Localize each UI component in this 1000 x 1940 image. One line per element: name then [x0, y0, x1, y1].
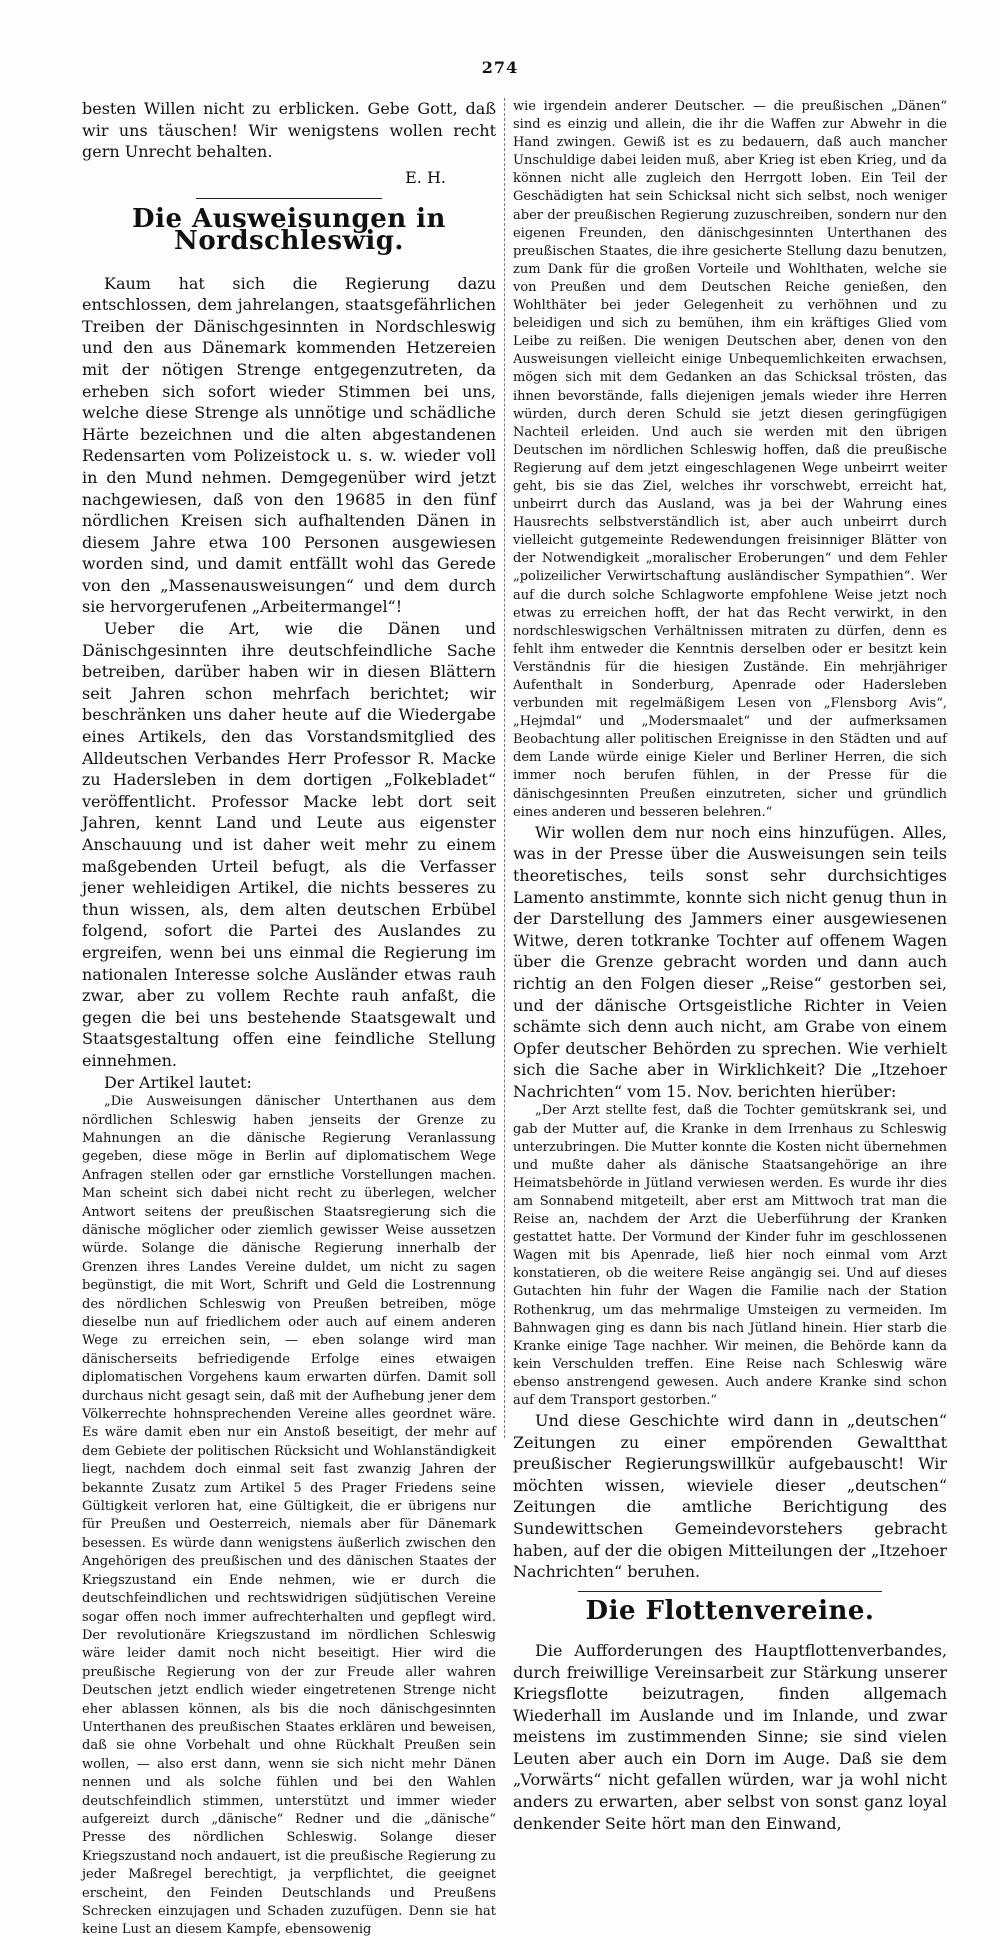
intro-text: besten Willen nicht zu erblicken. Gebe Gott, daß wir uns täuschen! Wir wenigstens wollen recht gern Unrecht behalten.	[82, 99, 496, 162]
article-paragraph: Die Aufforderungen des Hauptflottenverbandes, durch freiwillige Vereinsarbeit zur Stärkung unserer Kriegsflotte beizutragen, finden allgemach Wiederhall im Auslande und im Inlande, und zwar meistens im zustimmenden Sinne; sie sind vielen Leuten aber auch ein Dorn im Auge. Daß sie dem „Vorwärts“ nicht gefallen würden, war ja wohl nicht anders zu erwarten, aber selbst von sonst ganz loyal denkender Seite hört man den Einwand,	[513, 1640, 947, 1833]
divider-rule	[578, 1591, 882, 1592]
column-divider	[504, 98, 506, 1438]
article-paragraph: Und diese Geschichte wird dann in „deutschen“ Zeitungen zu einer empörenden Gewaltthat preußischer Regierungswillkür aufgebauscht! Wir möchten wissen, wieviele dieser „deutschen“ Zeitungen die amtliche Berichtigung des Sundewittschen Gemeindevorstehers gebracht haben, auf der die obigen Mitteilungen der „Itzehoer Nachrichten“ beruhen.	[513, 1411, 947, 1582]
article-paragraph: Ueber die Art, wie die Dänen und Dänischgesinnten ihre deutschfeindliche Sache betreiben, darüber haben wir in diesen Blättern seit Jahren schon mehrfach berichtet; wir beschränken uns daher heute auf die Wiedergabe eines Artikels, den das Vorstandsmitglied des Alldeutschen Verbandes Herr Professor R. Macke zu Hadersleben in dem dortigen „Folkebladet“ veröffentlicht. Professor Macke lebt dort seit Jahren, kennt Land und Leute aus eigenster Anschauung und ist daher weit mehr zu einem maßgebenden Urteil befugt, als die Verfasser jener wehleidigen Artikel, die nichts besseres zu thun wissen, als, dem alten deutschen Erbübel folgend, sofort die Partei des Auslandes zu ergreifen, wenn bei uns einmal die Regierung im nationalen Interesse solche Ausländer etwas rauh zwar, aber zu vollem Rechte rauh anfaßt, die gegen die bei uns bestehende Staatsgewalt und Staatsgestaltung offen eine feindliche Stellung einnehmen.	[82, 619, 496, 1070]
quote-intro: Der Artikel lautet:	[104, 1072, 252, 1092]
article-paragraph: Wir wollen dem nur noch eins hinzufügen. Alles, was in der Presse über die Ausweisungen sein teils theoretisches, teils sonst sehr durchsichtiges Lamento anstimmte, konnte sich nicht genug thun in der Darstellung des Jammers einer ausgewiesenen Witwe, deren totkranke Tochter auf offenem Wagen über die Grenze gebracht worden und dann auch richtig an den Folgen dieser „Reise“ gestorben sei, und der dänische Ortsgeistliche Richter in Veien schämte sich denn auch nicht, am Grabe von einem Opfer deutscher Behörden zu sprechen. Wie verhielt sich die Sache aber in Wirklichkeit? Die „Itzehoer Nachrichten“ vom 15. Nov. berichten hierüber:	[513, 822, 947, 1101]
page-number: 274	[481, 58, 519, 77]
signature: E. H.	[405, 167, 446, 187]
article-title-2: Die Flottenvereine.	[585, 1595, 875, 1626]
left-column	[82, 98, 496, 1938]
right-column	[513, 98, 947, 1833]
divider-rule	[196, 198, 382, 199]
quoted-article: „Die Ausweisungen dänischer Unterthanen aus dem nördlichen Schleswig haben jenseits der Grenze zu Mahnungen an die dänische Regierung Veranlassung gegeben, diese möge in Berlin auf diplomatischem Wege Anfragen stellen oder gar ernstliche Vorstellungen machen. Man scheint sich dabei nicht recht zu überlegen, welcher Antwort seitens der preußischen Staatsregierung sich die dänische möglicher oder ziemlich gewisser Weise aussetzen würde. Solange die dänische Regierung innerhalb der Grenzen ihres Landes Vereine duldet, um nicht zu sagen begünstigt, die mit Wort, Schrift und Geld die Lostrennung des nördlichen Schleswig von Preußen betreiben, möge dieselbe nun auf friedlichem oder auch auf einem anderen Wege zu erreichen sein, — eben solange wird man dänischerseits befriedigende Erfolge eines etwaigen diplomatischen Vorgehens kaum erwarten dürfen. Damit soll durchaus nicht gesagt sein, daß mit der Aufhebung jener dem Völkerrechte hohnsprechenden Vereine alles geordnet wäre. Es wäre damit eben nur ein Anstoß beseitigt, der mehr auf dem Gebiete der politischen Rücksicht und Wohlanständigkeit liegt, nachdem doch einmal seit fast zwanzig Jahren der bekannte Zusatz zum Artikel 5 des Prager Friedens seine Gültigkeit verloren hat, eine Gültigkeit, die er übrigens nur für Preußen und Oesterreich, niemals aber für Dänemark besessen. Es würde dann wenigstens äußerlich zwischen den Angehörigen des preußischen und des dänischen Staates der Kriegszustand ein Ende nehmen, wie er durch die deutschfeindlichen und rechtswidrigen südjütischen Vereine sogar offen noch immer aufrechterhalten und gepflegt wird. Der revolutionäre Kriegszustand im nördlichen Schleswig wäre leider damit noch nicht beseitigt. Hier wird die preußische Regierung von der zur Freude aller wahren Deutschen jetzt endlich wieder eingetretenen Strenge nicht eher ablassen können, als bis die noch dänischgesinnten Unterthanen des preußischen Staates erklären und beweisen, daß sie ohne Vorbehalt und ohne Rückhalt Preußen sein wollen, — also erst dann, wenn sie sich nicht mehr Dänen nennen und als solche fühlen und bei den Wahlen deutschfeindlich stimmen, unterstützt und immer wieder aufgereizt durch „dänische“ Redner und die „dänische“ Presse des nördlichen Schleswig. Solange dieser Kriegszustand noch andauert, ist die preußische Regierung zu jeder Maßregel berechtigt, ja verpflichtet, die geeignet erscheint, den Feinden Deutschlands und Preußens Schrecken einzujagen und Schaden zuzufügen. Denn sie hat keine Lust an diesem Kampfe, ebensowenig	[82, 1094, 496, 1938]
article-title: Die Ausweisungen in Nordschleswig.	[132, 204, 446, 256]
quoted-report: „Der Arzt stellte fest, daß die Tochter gemütskrank sei, und gab der Mutter auf, die Kranke in dem Irrenhaus zu Schleswig unterzubringen. Die Mutter konnte die Kosten nicht übernehmen und mußte daher als dänische Staatsangehörige an ihre Heimatsbehörde in Jütland verwiesen werden. Es wurde ihr dies am Sonnabend mitgeteilt, aber erst am Mittwoch trat man die Reise an, nachdem der Arzt die Ueberführung der Kranken gestattet hatte. Der Vormund der Kinder fuhr im geschlossenen Wagen mit bis Apenrade, ließ hier noch einmal vom Arzt konstatieren, ob die weitere Reise angängig sei. Und auf dieses Gutachten hin fuhr der Wagen die Familie nach der Station Rothenkrug, um das mehrmalige Umsteigen zu vermeiden. Im Bahnwagen ging es dann bis nach Jütland hinein. Hier starb die Kranke einige Tage nachher. Wir meinen, die Behörde kann da kein Verschulden treffen. Eine Reise nach Schleswig wäre ebenso anstrengend gewesen. Auch andere Kranke sind schon auf dem Transport gestorben.“	[513, 1103, 947, 1408]
quoted-article-continuation: wie irgendein anderer Deutscher. — die preußischen „Dänen“ sind es einzig und allein, die ihr die Waffen zur Abwehr in die Hand zwingen. Gewiß ist es zu bedauern, daß auch mancher Unschuldige dabei leiden muß, aber Krieg ist eben Krieg, und da können nicht alle zugleich den Herrgott loben. Ein Teil der Geschädigten hat sein Schicksal nicht sich selbst, noch weniger aber der preußischen Regierung zuzuschreiben, sondern nur den eigenen Freunden, den dänischgesinnten Unterthanen des preußischen Staates, die ihre gesicherte Stellung dazu benutzen, zum Dank für die großen Vorteile und Wohlthaten, welche sie von Preußen und dem Deutschen Reiche genießen, den Wohlthäter bei jeder Gelegenheit zu verhöhnen und zu beleidigen und sich zu bemühen, ihm ein kräftiges Glied vom Leibe zu reißen. Die wenigen Deutschen aber, denen von den Ausweisungen vielleicht einige Unbequemlichkeiten erwachsen, mögen sich mit dem Gedanken an das Schicksal trösten, das ihnen bevorstände, falls diejenigen jemals wieder ihre Herren würden, durch deren Schuld sie jetzt diesen geringfügigen Nachteil erleiden. Und auch sie werden mit den übrigen Deutschen im nördlichen Schleswig hoffen, daß die preußische Regierung auf dem jetzt eingeschlagenen Wege unbeirrt weiter geht, bis sie das Ziel, welches ihr vorschwebt, erreicht hat, unbeirrt durch das Ausland, was ja bei der Wahrung eines Hausrechts selbstverständlich ist, aber auch unbeirrt durch vielleicht gutgemeinte Redewendungen freisinniger Blätter von der Notwendigkeit „moralischer Eroberungen“ und dem Fehler „polizeilicher Verwirtschaftung ausländischer Sympathien“. Wer auf die durch solche Schlagworte empfohlene Weise jetzt noch etwas zu erreichen hofft, der hat das Recht verwirkt, in den nordschleswigschen Verhältnissen mitraten zu dürfen, denn es fehlt ihm entweder die Kenntnis derselben oder er besitzt kein Verständnis für die hiesigen Zustände. Ein mehrjähriger Aufenthalt in Sonderburg, Apenrade oder Hadersleben verbunden mit regelmäßigem Lesen von „Flensborg Avis“, „Hejmdal“ und „Modersmaalet“ und der aufmerksamen Beobachtung aller politischen Ereignisse in den Städten und auf dem Lande würde einige Kieler und Berliner Herren, die sich immer noch berufen fühlen, in der Presse für die dänischgesinnten Preußen einzutreten, sicher und gründlich eines anderen und besseren belehren.“	[513, 99, 947, 820]
article-paragraph: Kaum hat sich die Regierung dazu entschlossen, dem jahrelangen, staatsgefährlichen Treiben der Dänischgesinnten in Nordschleswig und den aus Dänemark kommenden Hetzereien mit der nötigen Strenge entgegenzutreten, da erheben sich sofort wieder Stimmen bei uns, welche diese Strenge als unnötige und schädliche Härte bezeichnen und die alten abgestandenen Redensarten vom Polizeistock u. s. w. wieder voll in den Mund nehmen. Demgegenüber wird jetzt nachgewiesen, daß von den 19685 in den fünf nördlichen Kreisen sich aufhaltenden Dänen in diesem Jahre etwa 100 Personen ausgewiesen worden sind, und damit entfällt wohl das Gerede von den „Massenausweisungen“ und dem durch sie hervorgerufenen „Arbeitermangel“!	[82, 273, 496, 617]
